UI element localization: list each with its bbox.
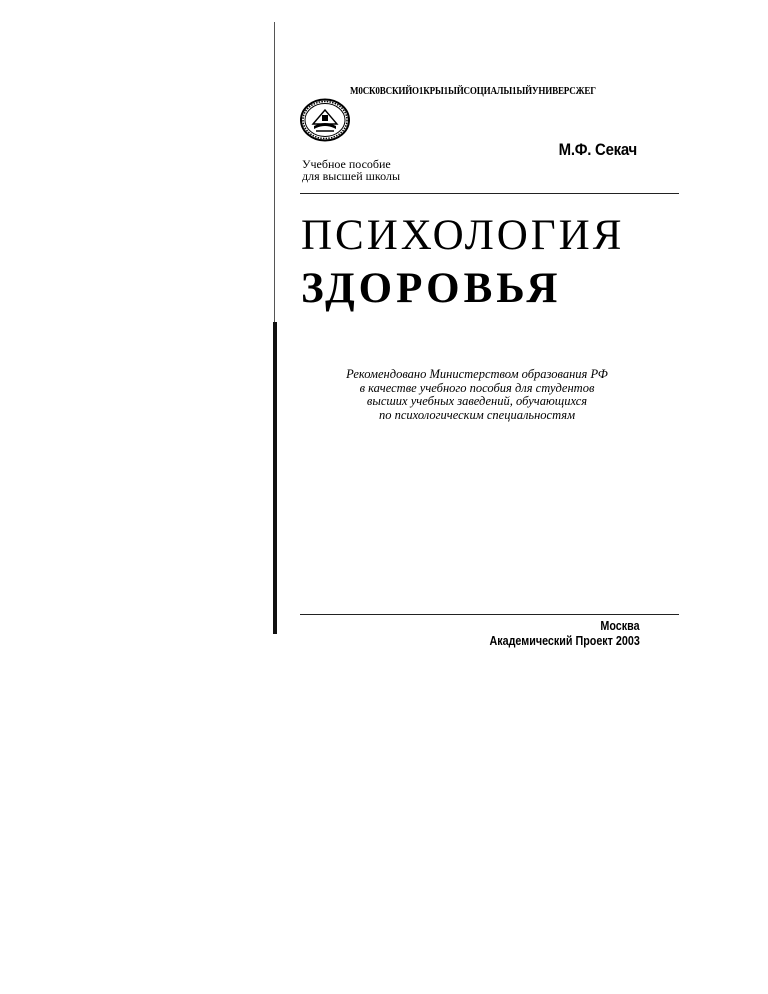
imprint-city: Москва xyxy=(600,619,640,633)
book-title-line-2: ЗДОРОВЬЯ xyxy=(301,265,562,312)
recommendation-line-2: в качестве учебного пособия для студентов xyxy=(359,380,595,395)
imprint-publisher: Академический Проект 2003 xyxy=(489,634,640,648)
spine-bar xyxy=(273,322,277,634)
university-seal-icon xyxy=(300,98,350,142)
series-line-1: Учебное пособие xyxy=(302,157,391,171)
author-name: М.Ф. Секач xyxy=(558,140,637,159)
recommendation-line-1: Рекомендовано Министерством образования РФ xyxy=(346,367,608,381)
recommendation-note xyxy=(302,368,652,422)
series-line-2: для высшей школы xyxy=(302,169,401,183)
book-title-line-1: ПСИХОЛОГИЯ xyxy=(301,212,625,259)
university-name: М0СК0ВСКИЙО1КРЫ1ЫЙСОЦИАЛЫ1ЫЙУНИВЕРСЖЕГ xyxy=(350,86,596,97)
spine-line xyxy=(274,22,275,322)
recommendation-line-3: высших учебных заведений, обучающихся xyxy=(366,394,588,408)
series-label xyxy=(302,158,400,182)
recommendation-line-4: по психологическим специальностям xyxy=(378,407,576,422)
bottom-rule xyxy=(300,614,679,615)
top-rule xyxy=(300,193,679,194)
